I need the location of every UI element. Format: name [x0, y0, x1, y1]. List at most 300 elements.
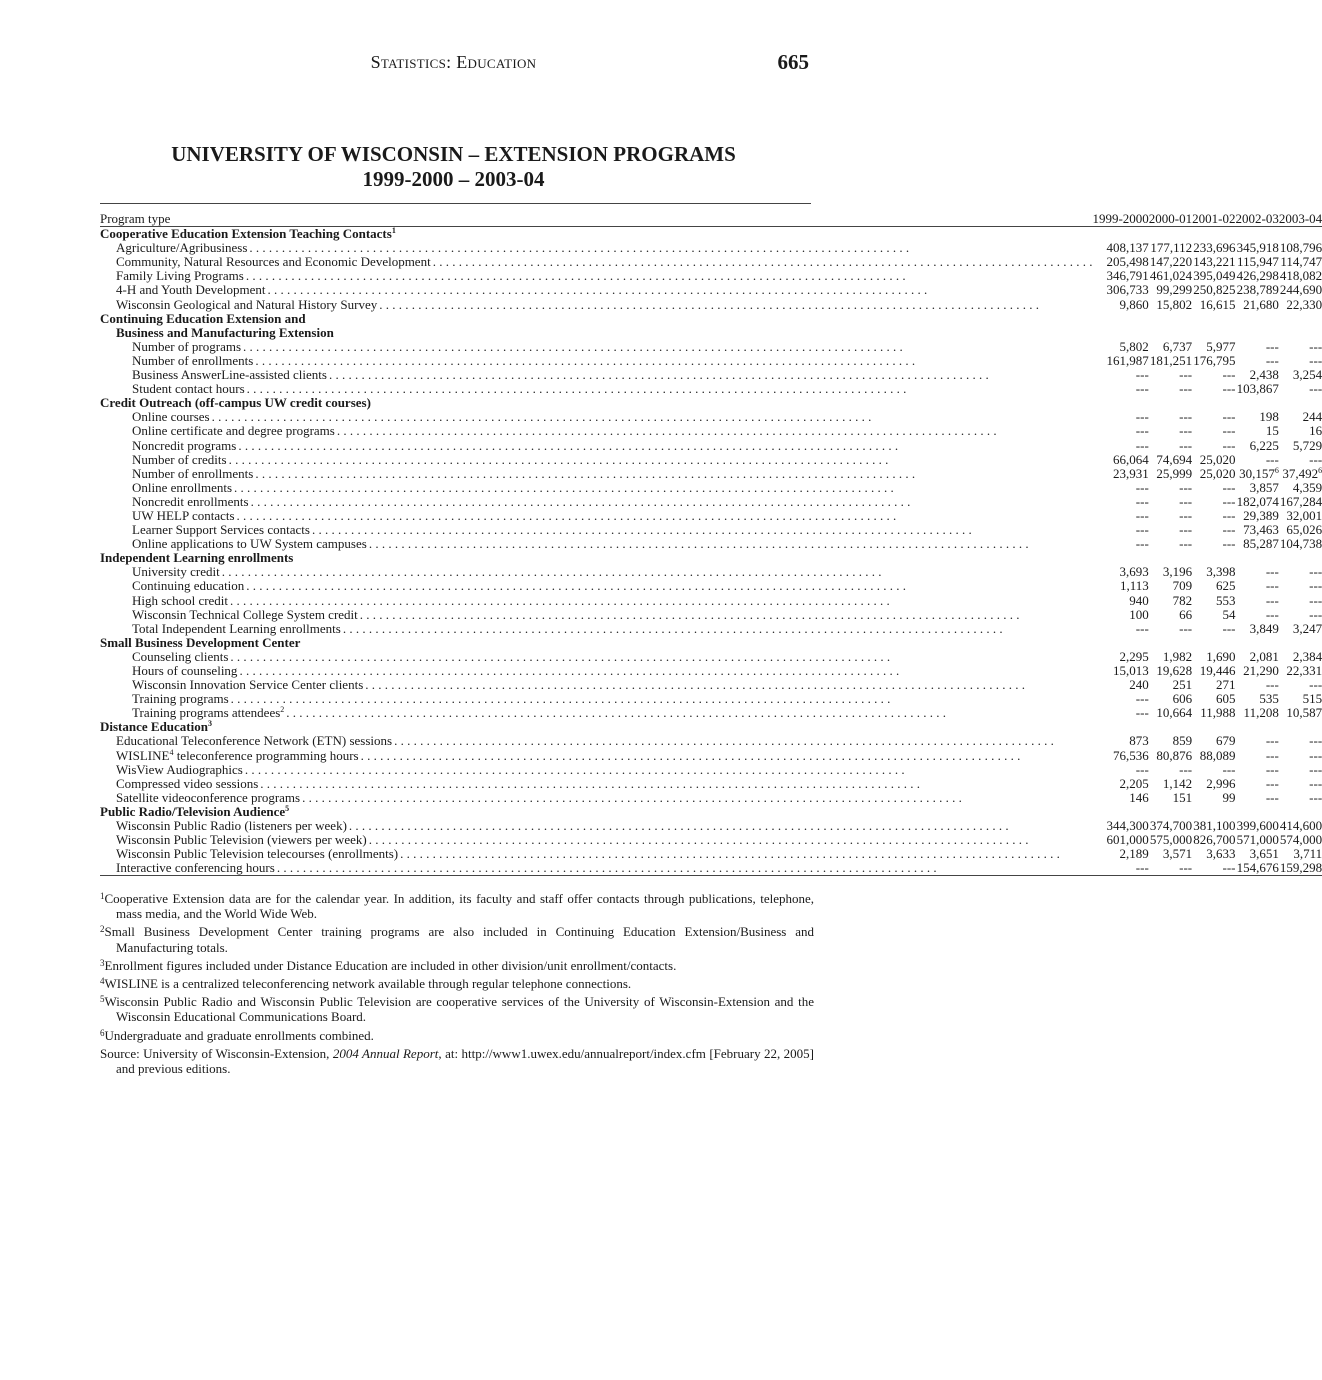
value-text: --- — [1309, 789, 1322, 805]
value-text: 22,330 — [1286, 296, 1322, 312]
value-cell — [1192, 579, 1235, 593]
value-cell — [1092, 692, 1148, 706]
row-label-text: Online applications to UW System campuses — [132, 536, 367, 552]
value-cell — [1235, 439, 1278, 453]
value-text: --- — [1265, 775, 1279, 791]
value-cell — [1092, 579, 1148, 593]
value-text: 240 — [1129, 677, 1149, 693]
table-row — [100, 664, 1322, 678]
row-label — [100, 424, 1092, 438]
value-text: 395,049 — [1193, 268, 1236, 284]
value-text: 198 — [1259, 409, 1279, 425]
value-text: 306,733 — [1106, 282, 1149, 298]
table-row — [100, 763, 1322, 777]
value-text: --- — [1135, 522, 1149, 538]
value-cell — [1149, 269, 1192, 283]
value-cell — [1192, 734, 1235, 748]
value-text: 5,977 — [1206, 338, 1236, 354]
value-text: 605 — [1215, 691, 1236, 707]
value-cell — [1279, 734, 1322, 748]
value-cell — [1092, 763, 1148, 777]
value-text: 251 — [1172, 677, 1193, 693]
value-cell — [1279, 706, 1322, 720]
value-cell — [1192, 424, 1235, 438]
value-cell — [1192, 819, 1235, 833]
value-cell — [1149, 777, 1192, 791]
value-cell — [1192, 467, 1235, 481]
row-label — [100, 847, 1092, 861]
value-cell — [1235, 749, 1278, 763]
value-cell — [1279, 622, 1322, 636]
value-text: --- — [1222, 620, 1236, 636]
value-text: --- — [1135, 409, 1149, 425]
value-text: 6,737 — [1162, 338, 1193, 354]
value-cell — [1092, 453, 1148, 467]
value-text: 575,000 — [1149, 832, 1193, 848]
value-cell — [1235, 523, 1278, 537]
value-cell — [1149, 749, 1192, 763]
value-text: 25,020 — [1199, 465, 1236, 481]
value-text: 601,000 — [1106, 832, 1149, 848]
row-label-text: 4-H and Youth Development — [116, 282, 266, 298]
value-text: 4,359 — [1292, 479, 1322, 495]
value-text: --- — [1135, 620, 1149, 636]
value-text: --- — [1179, 381, 1193, 397]
value-cell — [1149, 283, 1192, 297]
value-text: 826,700 — [1193, 832, 1236, 848]
value-cell — [1192, 650, 1235, 664]
dot-leader — [212, 410, 1093, 424]
row-label-text: Learner Support Services contacts — [132, 522, 310, 538]
value-cell — [1235, 269, 1278, 283]
table-row — [100, 269, 1322, 283]
value-text: 151 — [1172, 789, 1193, 805]
value-text: 679 — [1215, 733, 1236, 749]
section-heading-row — [100, 805, 1322, 819]
row-label — [100, 410, 1092, 424]
value-cell — [1279, 523, 1322, 537]
value-cell — [1192, 354, 1235, 368]
value-text: 3,693 — [1119, 564, 1149, 580]
dot-leader — [231, 692, 1093, 706]
value-text: --- — [1265, 789, 1279, 805]
value-text: 5,729 — [1292, 437, 1322, 453]
value-cell — [1149, 678, 1192, 692]
value-cell — [1235, 678, 1278, 692]
table-row — [100, 833, 1322, 847]
value-text: 515 — [1302, 691, 1322, 707]
value-cell — [1192, 410, 1235, 424]
value-text: 271 — [1215, 677, 1236, 693]
value-cell — [1149, 241, 1192, 255]
value-cell — [1092, 439, 1148, 453]
value-cell — [1235, 861, 1278, 876]
value-text: --- — [1135, 705, 1149, 721]
running-title: Statistics: Education — [370, 52, 537, 72]
row-label — [100, 354, 1092, 368]
value-text: 5,802 — [1119, 338, 1149, 354]
value-cell — [1192, 763, 1235, 777]
footnote-text: Enrollment figures included under Distance Education are included in other division/unit enrollment/contacts. — [104, 957, 677, 973]
value-cell — [1235, 650, 1278, 664]
value-cell — [1192, 594, 1235, 608]
value-text: 3,633 — [1206, 846, 1236, 862]
dot-leader — [246, 579, 1092, 593]
dot-leader — [302, 791, 1092, 805]
value-cell — [1279, 340, 1322, 354]
value-text: 146 — [1129, 789, 1149, 805]
dot-leader — [379, 298, 1092, 312]
value-text: 115,947 — [1237, 254, 1279, 270]
table-row — [100, 565, 1322, 579]
value-text: --- — [1309, 761, 1322, 777]
value-cell — [1192, 382, 1235, 396]
column-header: 1999-2000 — [1092, 211, 1149, 226]
value-text: --- — [1309, 451, 1322, 467]
value-cell — [1192, 608, 1235, 622]
section-label: Public Radio/Television Audience — [100, 803, 286, 819]
row-label — [100, 706, 1092, 720]
row-label — [100, 481, 1092, 495]
row-label-text: Student contact hours — [132, 381, 245, 397]
value-cell — [1192, 368, 1235, 382]
value-text: 3,571 — [1162, 846, 1193, 862]
value-cell — [1092, 255, 1148, 269]
value-cell — [1279, 833, 1322, 847]
value-text: --- — [1135, 423, 1149, 439]
value-cell — [1092, 749, 1148, 763]
value-cell — [1149, 354, 1192, 368]
value-cell — [1235, 255, 1278, 269]
table-row — [100, 298, 1322, 312]
dot-leader — [251, 495, 1093, 509]
value-text: --- — [1265, 677, 1279, 693]
value-cell — [1149, 608, 1192, 622]
value-text: 6,225 — [1249, 437, 1279, 453]
value-text: 374,700 — [1149, 818, 1193, 834]
value-cell — [1092, 861, 1148, 876]
value-text: 11,208 — [1243, 705, 1279, 721]
footnote-list — [100, 891, 814, 1043]
row-label — [100, 439, 1092, 453]
value-text: 2,438 — [1249, 367, 1279, 383]
value-text: 1,113 — [1120, 578, 1149, 594]
value-cell — [1092, 608, 1148, 622]
dot-leader — [230, 650, 1092, 664]
footnotes — [100, 891, 814, 1079]
table-row — [100, 523, 1322, 537]
table-row — [100, 749, 1322, 763]
dot-leader — [245, 763, 1093, 777]
row-label-text: Number of enrollments — [132, 352, 254, 368]
row-label-text: Hours of counseling — [132, 663, 238, 678]
value-cell — [1235, 777, 1278, 791]
row-label-text: Training programs attendees — [132, 705, 281, 721]
table-row — [100, 495, 1322, 509]
dot-leader — [400, 847, 1092, 861]
value-text: 104,738 — [1279, 536, 1322, 552]
value-text: 2,189 — [1119, 846, 1149, 862]
row-label-text: Number of programs — [132, 338, 242, 354]
dot-leader — [234, 481, 1092, 495]
value-text: 709 — [1172, 578, 1193, 594]
row-label-text: Number of enrollments — [132, 465, 254, 481]
value-text: 461,024 — [1149, 268, 1193, 284]
table-row — [100, 382, 1322, 396]
value-cell — [1192, 565, 1235, 579]
footnote-text: Wisconsin Public Radio and Wisconsin Public Television are cooperative services of the University of Wisconsin-Extension and the Wisconsin Educational Communications Board. — [104, 994, 814, 1025]
value-text: 2,081 — [1249, 648, 1279, 664]
column-header: 2001-02 — [1192, 211, 1236, 226]
value-text: 418,082 — [1279, 268, 1322, 284]
value-text: 553 — [1215, 592, 1236, 608]
row-label-text: Counseling clients — [132, 648, 229, 664]
footnote — [100, 1028, 814, 1043]
row-label-text: Compressed video sessions — [116, 775, 259, 791]
row-label — [100, 594, 1092, 608]
value-text: --- — [1265, 451, 1279, 467]
value-text: --- — [1179, 620, 1193, 636]
value-text: --- — [1309, 578, 1322, 594]
table-title — [0, 142, 907, 192]
section-label: Continuing Education Extension and — [100, 310, 306, 326]
column-header: 2002-03 — [1235, 211, 1279, 226]
table-row — [100, 734, 1322, 748]
value-cell — [1279, 382, 1322, 396]
value-text: 19,446 — [1199, 663, 1236, 678]
row-label-text: Educational Teleconference Network (ETN) sessions — [116, 733, 393, 749]
footnote — [100, 924, 814, 954]
row-label — [100, 819, 1092, 833]
dot-leader — [365, 678, 1092, 692]
value-text: 535 — [1259, 691, 1279, 707]
value-cell — [1149, 298, 1192, 312]
value-cell — [1235, 622, 1278, 636]
dot-leader — [260, 777, 1092, 791]
value-text: --- — [1265, 578, 1279, 594]
value-text: 10,664 — [1156, 705, 1193, 721]
value-text: --- — [1265, 592, 1279, 608]
table-row — [100, 453, 1322, 467]
dot-leader — [249, 241, 1092, 255]
value-text: 176,795 — [1193, 352, 1236, 368]
dot-leader — [433, 255, 1093, 269]
table-header-row — [100, 212, 1322, 227]
value-text: --- — [1179, 423, 1193, 439]
table-row — [100, 481, 1322, 495]
value-cell — [1235, 424, 1278, 438]
value-text: 23,931 — [1113, 465, 1149, 481]
value-cell — [1149, 861, 1192, 876]
value-cell — [1235, 791, 1278, 805]
row-label — [100, 467, 1092, 481]
value-cell — [1192, 453, 1235, 467]
value-text: --- — [1179, 536, 1193, 552]
value-cell — [1149, 368, 1192, 382]
value-cell — [1192, 861, 1235, 876]
value-text: --- — [1179, 367, 1193, 383]
value-text: --- — [1135, 437, 1149, 453]
dot-leader — [343, 622, 1093, 636]
row-label-text: Wisconsin Public Radio (listeners per week) — [116, 818, 347, 834]
value-text: 426,298 — [1236, 268, 1279, 284]
table-row — [100, 255, 1322, 269]
value-text: 244,690 — [1279, 282, 1322, 298]
value-text: 22,331 — [1286, 663, 1322, 678]
value-cell — [1235, 298, 1278, 312]
dot-leader — [246, 269, 1093, 283]
row-label — [100, 340, 1092, 354]
row-label — [100, 509, 1092, 523]
table-row — [100, 439, 1322, 453]
row-label-text: Wisconsin Geological and Natural History Survey — [116, 296, 378, 312]
footnote — [100, 891, 814, 921]
value-cell — [1235, 664, 1278, 678]
dot-leader — [361, 749, 1093, 763]
value-text: 167,284 — [1279, 493, 1322, 509]
value-cell — [1235, 692, 1278, 706]
dot-leader — [243, 340, 1092, 354]
section-label: Independent Learning enrollments — [100, 550, 294, 566]
value-text: --- — [1309, 606, 1322, 622]
value-text: 182,074 — [1236, 493, 1279, 509]
dot-leader — [286, 706, 1092, 720]
source-prefix: Source: University of Wisconsin-Extension, — [100, 1045, 333, 1061]
value-text: 2,996 — [1206, 775, 1236, 791]
source-suffix: , at: http://www1.uwex.edu/annualreport/index.cfm [February 22, 2005] and previous editions. — [116, 1045, 815, 1077]
value-text: --- — [1265, 606, 1279, 622]
dot-leader — [277, 861, 1093, 875]
value-text: --- — [1179, 409, 1193, 425]
value-cell — [1279, 678, 1322, 692]
value-text: 9,860 — [1119, 296, 1149, 312]
value-cell — [1279, 283, 1322, 297]
value-text: 85,287 — [1243, 536, 1279, 552]
value-text: 30,157 — [1239, 465, 1275, 481]
column-header: 2000-01 — [1148, 211, 1193, 226]
table-row — [100, 410, 1322, 424]
section-heading — [100, 636, 1322, 650]
value-cell — [1235, 509, 1278, 523]
value-cell — [1279, 791, 1322, 805]
value-text: 3,651 — [1249, 846, 1279, 862]
value-text: --- — [1179, 860, 1193, 876]
table-row — [100, 861, 1322, 876]
value-cell — [1092, 833, 1148, 847]
section-heading — [100, 312, 1322, 326]
row-label-text: Noncredit programs — [132, 437, 237, 453]
row-label — [100, 523, 1092, 537]
row-label-text: Interactive conferencing hours — [116, 860, 275, 876]
row-label-text: Noncredit enrollments — [132, 493, 249, 509]
value-cell — [1235, 594, 1278, 608]
value-text: --- — [1309, 564, 1322, 580]
section-heading — [100, 805, 1322, 819]
value-cell — [1235, 283, 1278, 297]
value-text: --- — [1309, 775, 1322, 791]
value-text: --- — [1222, 367, 1236, 383]
table-row — [100, 368, 1322, 382]
row-label-text: Total Independent Learning enrollments — [132, 620, 341, 636]
value-text: 15,013 — [1113, 663, 1149, 678]
value-cell — [1149, 734, 1192, 748]
dot-leader — [247, 382, 1093, 396]
value-cell — [1192, 678, 1235, 692]
table-row — [100, 608, 1322, 622]
value-cell — [1192, 241, 1235, 255]
value-text: --- — [1222, 437, 1236, 453]
value-text: --- — [1222, 860, 1236, 876]
value-text: 80,876 — [1156, 747, 1193, 763]
value-text: 16,615 — [1199, 296, 1236, 312]
table-row — [100, 354, 1322, 368]
page-number: 665 — [777, 50, 809, 74]
value-cell — [1149, 255, 1192, 269]
dot-leader — [349, 819, 1093, 833]
section-label: Distance Education — [100, 719, 208, 735]
value-cell — [1279, 692, 1322, 706]
value-text: 238,789 — [1236, 282, 1279, 298]
value-cell — [1092, 340, 1148, 354]
value-cell — [1092, 241, 1148, 255]
value-cell — [1192, 537, 1235, 551]
value-text: --- — [1309, 677, 1322, 693]
value-text: 3,857 — [1249, 479, 1279, 495]
table-row — [100, 594, 1322, 608]
footnote-mark: 6 — [100, 1027, 105, 1038]
dot-leader — [312, 523, 1092, 537]
table-title-line1: UNIVERSITY OF WISCONSIN – EXTENSION PROGRAMS — [171, 142, 736, 166]
value-cell — [1279, 453, 1322, 467]
value-cell — [1092, 622, 1148, 636]
value-cell — [1235, 354, 1278, 368]
section-heading — [100, 326, 1322, 340]
dot-leader — [239, 664, 1092, 678]
value-cell — [1279, 537, 1322, 551]
value-text: 3,398 — [1206, 564, 1236, 580]
value-cell — [1092, 495, 1148, 509]
row-label — [100, 833, 1092, 847]
value-text: 1,982 — [1162, 648, 1193, 664]
value-cell — [1279, 847, 1322, 861]
row-label-text: Wisconsin Public Television (viewers per week) — [116, 832, 367, 848]
row-label-text: Agriculture/Agribusiness — [116, 240, 248, 256]
row-label-text: Wisconsin Public Television telecourses (enrollments) — [116, 846, 399, 862]
value-text: --- — [1179, 479, 1193, 495]
value-text: 19,628 — [1156, 663, 1193, 678]
section-label: Credit Outreach (off-campus UW credit courses) — [100, 395, 371, 411]
value-cell — [1192, 495, 1235, 509]
value-cell — [1279, 608, 1322, 622]
footnote-ref: 6 — [1318, 465, 1322, 475]
value-text: 344,300 — [1106, 818, 1149, 834]
value-text: 66,064 — [1113, 451, 1149, 467]
source-note — [100, 1046, 814, 1076]
value-text: --- — [1135, 493, 1149, 509]
value-cell — [1149, 439, 1192, 453]
footnote-ref: 5 — [285, 803, 290, 813]
value-cell — [1279, 241, 1322, 255]
value-text: --- — [1265, 564, 1279, 580]
value-cell — [1149, 622, 1192, 636]
row-label — [100, 537, 1092, 551]
table-row — [100, 678, 1322, 692]
value-text: 2,295 — [1119, 648, 1149, 664]
value-text: --- — [1222, 536, 1236, 552]
source-title: 2004 Annual Report — [332, 1045, 439, 1061]
value-cell — [1279, 354, 1322, 368]
dot-leader — [238, 439, 1092, 453]
